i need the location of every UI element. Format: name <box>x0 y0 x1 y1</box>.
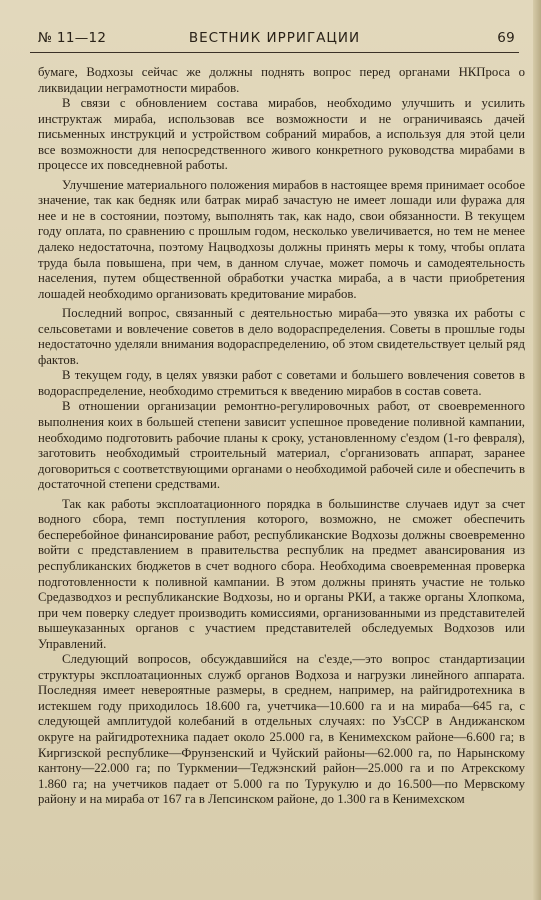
paragraph-6: В отношении организации ремонтно-регулировочных работ, от своевременного выполнения коих в большей степени зависит успешное проведение поливной кампании, необходимо подготовить рабочие планы к сроку, установленному с'ездом (1-го февраля), заготовить необходимый строительный материал, с'организовать аппарат, заранее договориться с соответствующими органами о необходимой рабочей силе и обеспечить в достаточной степени средствами. <box>38 399 525 492</box>
header-rule <box>30 52 519 53</box>
paragraph-8: Следующий вопросов, обсуждавшийся на с'езде,—это вопрос стандартизации структуры эксплоатационных служб органов Водхоза и нагрузки линейного аппарата. Последняя имеет невероятные размеры, в среднем, например, на райгидротехника в истекшем году приходилось 18.600 га, учетчика—10.600 га и на мираба—645 га, с следующей амплитудой колебаний в отдельных случаях: по УзССР в Андижанском округе на райгидротехника падает около 25.000 га, в Кенимехском районе—6.600 га; в Киргизской республике—Фрунзенский и Чуйский районы—62.000 га, по Нарынскому кантону—22.000 га; по Туркмении—Теджэнский район—25.000 га и по Атрекскому 1.860 га; на учетчиков падает от 5.000 га по Турукулю и до 16.500—по Мервскому району и на мираба от 167 га в Лепсинском районе, до 1.300 га в Кенимехском <box>38 652 525 807</box>
body-text <box>38 65 525 808</box>
page-number: 69 <box>497 30 515 46</box>
paragraph-3: Улучшение материального положения мирабов в настоящее время принимает особое значение, так как бедняк или батрак мираб зачастую не имеет лошади или фуража для нее и не в состоянии, поэтому, выполнять так, как надо, свои обязанности. В текущем году оплата, по сравнению с прошлым годом, несколько увеличивается, но тем не менее далеко недостаточна, поэтому Нацводхозы должны принять меры к тому, чтобы оплата труда была повышена, при чем, в данном случае, может помочь и самодеятельность населения, путем общественной обработки участка мираба, а в части приобретения лошадей необходимо организовать кредитование мирабов. <box>38 177 525 301</box>
paragraph-5: В текущем году, в целях увязки работ с советами и большего вовлечения советов в водораспределение, необходимо стремиться к введению мирабов в состав совета. <box>38 368 525 398</box>
running-header <box>30 30 519 52</box>
paragraph-1: бумаге, Водхозы сейчас же должны поднять вопрос перед органами НКПроса о ликвидации неграмотности мирабов. <box>38 65 525 95</box>
issue-number: № 11—12 <box>38 30 107 46</box>
paragraph-7: Так как работы эксплоатационного порядка в большинстве случаев идут за счет водного сбора, темп поступления которого, возможно, не сможет обеспечить бесперебойное финансирование работ, республиканские Водхозы должны своевременно войти с представлением в правительства республик на предмет авансирования из республиканских бюджетов в счет водного сбора. Необходима своевременная проверка подготовленности к поливной кампании. В этом должны принять участие не только Средазводхоз и республиканские Водхозы, но и органы РКИ, а также органы Хлопкома, при чем поверку следует производить комиссиями, организованными из представителей вышеуказанных органов с участием представителей обследуемых Водхозов или Управлений. <box>38 496 525 651</box>
paragraph-2: В связи с обновлением состава мирабов, необходимо улучшить и усилить инструктаж мираба, использовав все возможности и не ограничиваясь дачей письменных инструкций и устройством собраний мирабов, а используя для этой цели все возможности для непосредственного живого конкретного руководства мирабами в процессе их повседневной работы. <box>38 96 525 173</box>
paragraph-4: Последний вопрос, связанный с деятельностью мираба—это увязка их работы с сельсоветами и вовлечение советов в дело водораспределения. Советы в прошлые годы недостаточно уделяли внимания водораспределению, об этом свидетельствует целый ряд фактов. <box>38 306 525 367</box>
journal-title: ВЕСТНИК ИРРИГАЦИИ <box>188 30 361 46</box>
page-edge <box>533 0 541 900</box>
